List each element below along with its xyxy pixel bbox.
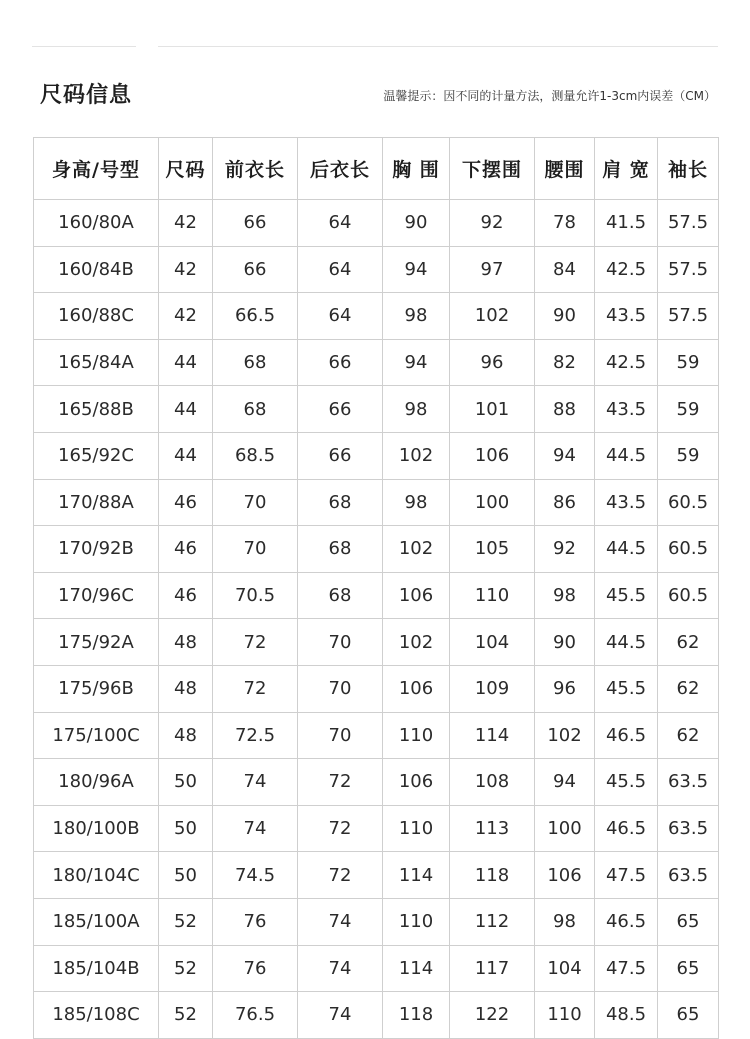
table-cell: 41.5 (595, 200, 658, 247)
table-cell: 84 (535, 246, 595, 293)
table-cell: 94 (383, 246, 450, 293)
table-cell: 65 (658, 992, 719, 1039)
table-cell: 65 (658, 898, 719, 945)
table-cell: 60.5 (658, 479, 719, 526)
table-cell: 43.5 (595, 293, 658, 340)
table-cell: 72 (213, 619, 298, 666)
table-cell: 63.5 (658, 852, 719, 899)
table-row (34, 759, 719, 806)
table-cell: 109 (450, 665, 535, 712)
table-cell: 98 (535, 572, 595, 619)
table-cell: 98 (535, 898, 595, 945)
table-cell: 165/92C (34, 432, 159, 479)
table-cell: 66 (298, 386, 383, 433)
table-cell: 66 (213, 200, 298, 247)
table-cell: 112 (450, 898, 535, 945)
table-cell: 175/100C (34, 712, 159, 759)
table-cell: 180/100B (34, 805, 159, 852)
table-row (34, 200, 719, 247)
table-cell: 42 (159, 293, 213, 340)
table-cell: 86 (535, 479, 595, 526)
table-cell: 60.5 (658, 526, 719, 573)
table-cell: 76 (213, 945, 298, 992)
table-cell: 68 (213, 386, 298, 433)
table-cell: 102 (383, 432, 450, 479)
table-cell: 57.5 (658, 200, 719, 247)
table-cell: 45.5 (595, 665, 658, 712)
table-cell: 43.5 (595, 386, 658, 433)
table-cell: 68 (213, 339, 298, 386)
table-cell: 100 (450, 479, 535, 526)
table-cell: 102 (535, 712, 595, 759)
table-cell: 118 (383, 992, 450, 1039)
table-cell: 50 (159, 852, 213, 899)
table-cell: 74 (213, 759, 298, 806)
table-cell: 106 (450, 432, 535, 479)
size-table (33, 137, 719, 1039)
table-row (34, 712, 719, 759)
table-cell: 70 (213, 526, 298, 573)
table-cell: 113 (450, 805, 535, 852)
table-cell: 48.5 (595, 992, 658, 1039)
table-cell: 160/88C (34, 293, 159, 340)
table-cell: 46.5 (595, 805, 658, 852)
table-cell: 185/104B (34, 945, 159, 992)
table-cell: 52 (159, 898, 213, 945)
table-cell: 46.5 (595, 898, 658, 945)
table-cell: 68.5 (213, 432, 298, 479)
table-cell: 122 (450, 992, 535, 1039)
table-cell: 68 (298, 572, 383, 619)
table-cell: 88 (535, 386, 595, 433)
table-cell: 66 (298, 432, 383, 479)
header-divider-right (158, 46, 718, 47)
table-cell: 170/92B (34, 526, 159, 573)
table-header-row (34, 138, 719, 200)
table-cell: 48 (159, 619, 213, 666)
table-cell: 90 (535, 293, 595, 340)
table-cell: 175/96B (34, 665, 159, 712)
table-cell: 96 (535, 665, 595, 712)
table-cell: 175/92A (34, 619, 159, 666)
table-cell: 62 (658, 665, 719, 712)
table-cell: 59 (658, 386, 719, 433)
table-cell: 180/104C (34, 852, 159, 899)
table-cell: 70 (298, 712, 383, 759)
table-cell: 90 (535, 619, 595, 666)
column-header: 后衣长 (298, 138, 383, 200)
table-cell: 50 (159, 805, 213, 852)
table-cell: 74 (298, 992, 383, 1039)
table-cell: 45.5 (595, 759, 658, 806)
table-cell: 106 (383, 572, 450, 619)
table-cell: 106 (535, 852, 595, 899)
column-header: 尺码 (159, 138, 213, 200)
table-cell: 74 (298, 945, 383, 992)
table-row (34, 665, 719, 712)
table-cell: 94 (535, 759, 595, 806)
table-row (34, 479, 719, 526)
table-cell: 72 (298, 852, 383, 899)
table-row (34, 992, 719, 1039)
table-cell: 44.5 (595, 432, 658, 479)
table-cell: 74 (213, 805, 298, 852)
table-cell: 114 (383, 945, 450, 992)
table-cell: 76.5 (213, 992, 298, 1039)
header-divider-left (32, 46, 136, 47)
table-cell: 70 (298, 665, 383, 712)
table-row (34, 898, 719, 945)
table-cell: 102 (383, 619, 450, 666)
table-cell: 90 (383, 200, 450, 247)
table-cell: 48 (159, 665, 213, 712)
table-cell: 64 (298, 246, 383, 293)
table-cell: 94 (535, 432, 595, 479)
table-cell: 66 (213, 246, 298, 293)
table-row (34, 293, 719, 340)
table-cell: 185/100A (34, 898, 159, 945)
table-cell: 42.5 (595, 246, 658, 293)
table-cell: 74.5 (213, 852, 298, 899)
table-cell: 117 (450, 945, 535, 992)
table-cell: 110 (450, 572, 535, 619)
table-cell: 102 (383, 526, 450, 573)
table-cell: 42 (159, 246, 213, 293)
table-cell: 46 (159, 572, 213, 619)
table-cell: 46.5 (595, 712, 658, 759)
table-cell: 59 (658, 339, 719, 386)
table-cell: 44 (159, 432, 213, 479)
table-body (34, 200, 719, 1039)
table-cell: 110 (383, 805, 450, 852)
table-cell: 70 (213, 479, 298, 526)
table-row (34, 432, 719, 479)
table-cell: 98 (383, 479, 450, 526)
table-cell: 50 (159, 759, 213, 806)
table-cell: 72.5 (213, 712, 298, 759)
table-cell: 98 (383, 386, 450, 433)
table-cell: 70.5 (213, 572, 298, 619)
table-cell: 165/84A (34, 339, 159, 386)
table-cell: 70 (298, 619, 383, 666)
table-cell: 47.5 (595, 852, 658, 899)
table-cell: 160/80A (34, 200, 159, 247)
table-cell: 72 (298, 759, 383, 806)
table-cell: 170/88A (34, 479, 159, 526)
column-header: 胸 围 (383, 138, 450, 200)
table-cell: 52 (159, 992, 213, 1039)
table-cell: 106 (383, 665, 450, 712)
table-cell: 170/96C (34, 572, 159, 619)
table-cell: 44 (159, 386, 213, 433)
table-cell: 82 (535, 339, 595, 386)
table-cell: 74 (298, 898, 383, 945)
table-cell: 63.5 (658, 759, 719, 806)
table-cell: 108 (450, 759, 535, 806)
table-cell: 72 (298, 805, 383, 852)
measurement-tip: 温馨提示：因不同的计量方法，测量允许1-3cm内误差（CM） (383, 89, 716, 103)
table-cell: 72 (213, 665, 298, 712)
table-row (34, 526, 719, 573)
table-row (34, 852, 719, 899)
column-header: 肩 宽 (595, 138, 658, 200)
table-cell: 118 (450, 852, 535, 899)
table-cell: 46 (159, 526, 213, 573)
table-row (34, 246, 719, 293)
table-cell: 180/96A (34, 759, 159, 806)
table-cell: 64 (298, 200, 383, 247)
table-cell: 44.5 (595, 526, 658, 573)
table-cell: 63.5 (658, 805, 719, 852)
table-cell: 46 (159, 479, 213, 526)
table-cell: 92 (535, 526, 595, 573)
table-cell: 104 (450, 619, 535, 666)
table-cell: 57.5 (658, 246, 719, 293)
table-cell: 110 (383, 898, 450, 945)
table-cell: 78 (535, 200, 595, 247)
table-cell: 52 (159, 945, 213, 992)
table-cell: 62 (658, 712, 719, 759)
table-row (34, 805, 719, 852)
column-header: 前衣长 (213, 138, 298, 200)
table-cell: 165/88B (34, 386, 159, 433)
table-row (34, 386, 719, 433)
table-cell: 76 (213, 898, 298, 945)
table-cell: 114 (450, 712, 535, 759)
table-cell: 98 (383, 293, 450, 340)
table-row (34, 619, 719, 666)
table-cell: 105 (450, 526, 535, 573)
table-cell: 106 (383, 759, 450, 806)
table-cell: 68 (298, 479, 383, 526)
column-header: 腰围 (535, 138, 595, 200)
table-cell: 44.5 (595, 619, 658, 666)
table-cell: 102 (450, 293, 535, 340)
table-cell: 44 (159, 339, 213, 386)
table-cell: 100 (535, 805, 595, 852)
table-cell: 60.5 (658, 572, 719, 619)
table-cell: 42.5 (595, 339, 658, 386)
table-cell: 104 (535, 945, 595, 992)
table-cell: 65 (658, 945, 719, 992)
table-cell: 66 (298, 339, 383, 386)
table-cell: 45.5 (595, 572, 658, 619)
table-row (34, 339, 719, 386)
table-cell: 110 (535, 992, 595, 1039)
table-cell: 160/84B (34, 246, 159, 293)
page-title: 尺码信息 (40, 83, 133, 108)
table-cell: 66.5 (213, 293, 298, 340)
table-cell: 47.5 (595, 945, 658, 992)
column-header: 身高/号型 (34, 138, 159, 200)
table-cell: 57.5 (658, 293, 719, 340)
table-cell: 43.5 (595, 479, 658, 526)
table-cell: 114 (383, 852, 450, 899)
table-cell: 110 (383, 712, 450, 759)
table-cell: 48 (159, 712, 213, 759)
table-cell: 96 (450, 339, 535, 386)
table-cell: 97 (450, 246, 535, 293)
table-cell: 68 (298, 526, 383, 573)
column-header: 下摆围 (450, 138, 535, 200)
column-header: 袖长 (658, 138, 719, 200)
table-row (34, 572, 719, 619)
table-cell: 59 (658, 432, 719, 479)
table-cell: 92 (450, 200, 535, 247)
table-cell: 62 (658, 619, 719, 666)
table-cell: 101 (450, 386, 535, 433)
table-cell: 185/108C (34, 992, 159, 1039)
table-cell: 94 (383, 339, 450, 386)
table-cell: 42 (159, 200, 213, 247)
table-row (34, 945, 719, 992)
table-cell: 64 (298, 293, 383, 340)
